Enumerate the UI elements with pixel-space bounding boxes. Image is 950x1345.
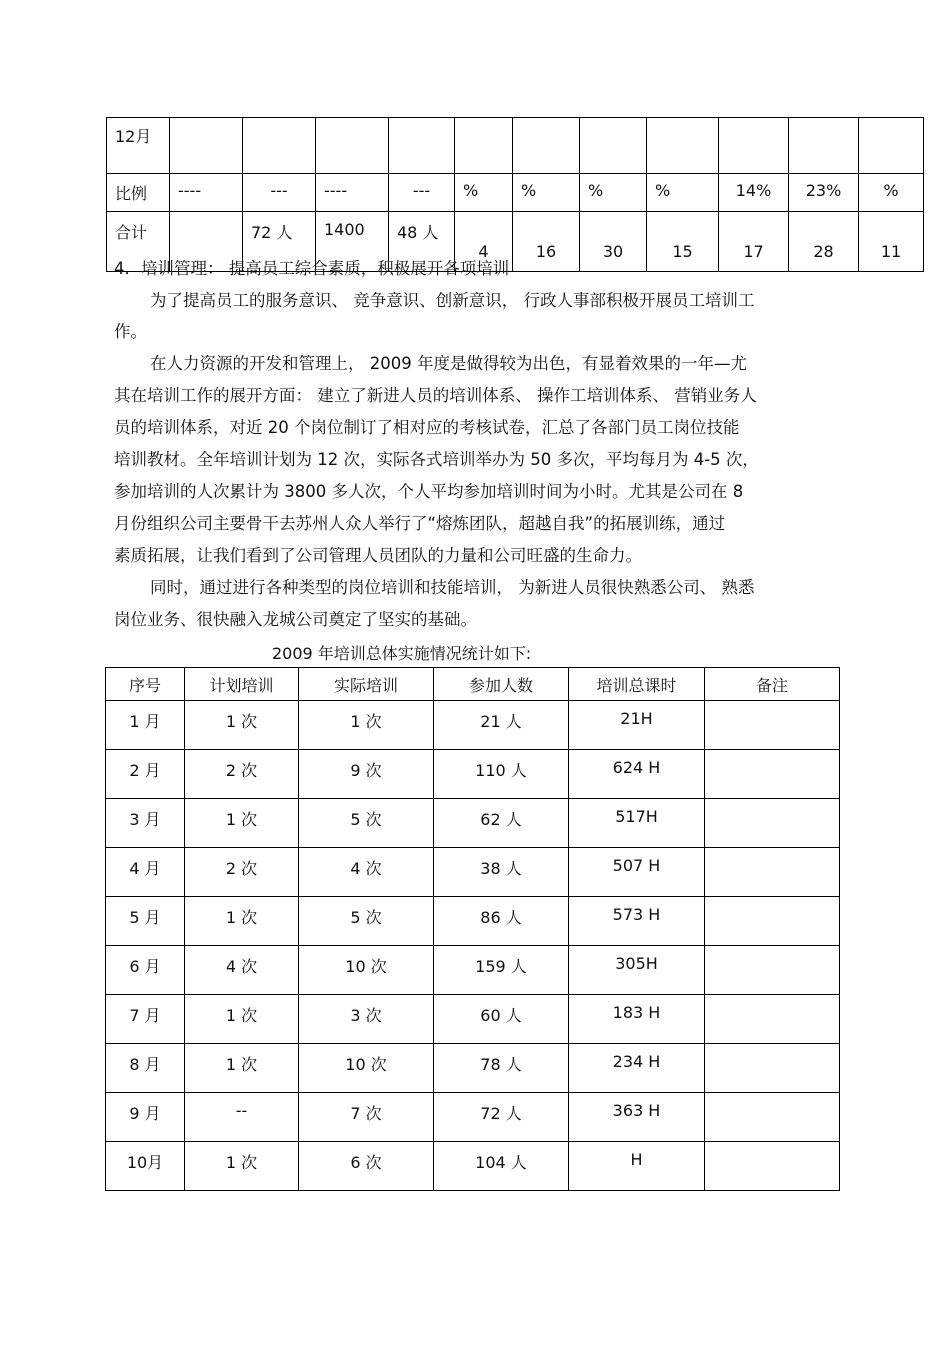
table-cell [513, 118, 580, 174]
table-row [106, 1142, 840, 1191]
table-row [106, 848, 840, 897]
paragraph-line: 素质拓展，让我们看到了公司管理人员团队的力量和公司旺盛的生命力。 [114, 546, 642, 565]
paragraph-line: 培训教材。全年培训计划为 12 次，实际各式培训举办为 50 多次，平均每月为 4-5 次， [114, 450, 759, 469]
table-cell: 10 次 [299, 946, 434, 995]
section-heading: 4．培训管理： 提高员工综合素质，积极展开各项培训 [114, 259, 510, 278]
column-header: 参加人数 [434, 668, 569, 701]
table-cell [705, 946, 840, 995]
table-cell [719, 118, 789, 174]
paragraph-line: 参加培训的人次累计为 3800 多人次，个人平均参加培训时间为小时。尤其是公司在 8 [114, 482, 744, 501]
row-label: 比例 [107, 174, 170, 212]
table-cell: 159 人 [434, 946, 569, 995]
table-cell: 30 [580, 212, 647, 272]
table-cell: 1 次 [185, 1142, 299, 1191]
table-cell [170, 118, 243, 174]
table-cell: 9 次 [299, 750, 434, 799]
table-cell: 3 月 [106, 799, 185, 848]
table-row [106, 995, 840, 1044]
column-header: 序号 [106, 668, 185, 701]
table-cell: --- [243, 174, 316, 212]
table-cell [859, 118, 924, 174]
table-cell [389, 118, 455, 174]
table-cell: 23% [789, 174, 859, 212]
table-cell [243, 118, 316, 174]
table-cell [580, 118, 647, 174]
table-cell: % [455, 174, 513, 212]
table-cell: % [647, 174, 719, 212]
table-row [106, 946, 840, 995]
table-cell [789, 118, 859, 174]
table-row [106, 701, 840, 750]
paragraph-line: 月份组织公司主要骨干去苏州人众人举行了“熔炼团队，超越自我”的拓展训练，通过 [114, 514, 726, 533]
table-cell: % [859, 174, 924, 212]
table-cell [705, 848, 840, 897]
table-cell: 104 人 [434, 1142, 569, 1191]
table-cell [316, 118, 389, 174]
table-cell [705, 1142, 840, 1191]
table-cell: 15 [647, 212, 719, 272]
table-cell: 5 次 [299, 799, 434, 848]
table-cell: 6 月 [106, 946, 185, 995]
column-header: 培训总课时 [569, 668, 705, 701]
table-cell: 62 人 [434, 799, 569, 848]
table-cell: 7 次 [299, 1093, 434, 1142]
table-cell: 10月 [106, 1142, 185, 1191]
table-cell: 86 人 [434, 897, 569, 946]
table-row [106, 897, 840, 946]
table-cell: 5 次 [299, 897, 434, 946]
paragraph-line: 在人力资源的开发和管理上， 2009 年度是做得较为出色，有显着效果的一年—尤 [150, 354, 747, 373]
table-row [106, 750, 840, 799]
table-cell: 21H [569, 701, 705, 750]
table-cell [705, 897, 840, 946]
table-cell: 1 次 [299, 701, 434, 750]
table-cell: 1 次 [185, 799, 299, 848]
table-cell: 517H [569, 799, 705, 848]
table-cell: 16 [513, 212, 580, 272]
paragraph-line: 为了提高员工的服务意识、 竞争意识、创新意识， 行政人事部积极开展员工培训工 [150, 291, 755, 310]
table-cell: --- [389, 174, 455, 212]
table-cell: H [569, 1142, 705, 1191]
table-cell: 183 H [569, 995, 705, 1044]
table-cell: 624 H [569, 750, 705, 799]
table-cell: 38 人 [434, 848, 569, 897]
table-row [106, 799, 840, 848]
table-cell: 1 次 [185, 1044, 299, 1093]
paragraph-line: 同时，通过进行各种类型的岗位培训和技能培训， 为新进人员很快熟悉公司、 熟悉 [150, 578, 755, 597]
table-caption: 2009 年培训总体实施情况统计如下: [272, 644, 532, 663]
table-header-row [106, 668, 840, 701]
table-cell: ---- [170, 174, 243, 212]
table-cell: 1 次 [185, 701, 299, 750]
table-cell: 72 人 [434, 1093, 569, 1142]
table-cell [455, 118, 513, 174]
table-cell: 6 次 [299, 1142, 434, 1191]
table-cell: 14% [719, 174, 789, 212]
table-cell [705, 1044, 840, 1093]
table-cell: 8 月 [106, 1044, 185, 1093]
column-header: 计划培训 [185, 668, 299, 701]
summary-table [106, 117, 924, 272]
table-cell: 1 月 [106, 701, 185, 750]
table-cell: 1400 [316, 212, 389, 272]
table-cell [705, 750, 840, 799]
table-cell: 3 次 [299, 995, 434, 1044]
table-row [106, 1093, 840, 1142]
table-cell: 4 次 [185, 946, 299, 995]
column-header: 备注 [705, 668, 840, 701]
table-cell: 28 [789, 212, 859, 272]
table-cell: 2 次 [185, 848, 299, 897]
table-cell: 4 次 [299, 848, 434, 897]
table-row [107, 118, 924, 174]
table-row [106, 1044, 840, 1093]
row-label: 12月 [107, 118, 170, 174]
paragraph-line: 员的培训体系，对近 20 个岗位制订了相对应的考核试卷，汇总了各部门员工岗位技能 [114, 418, 740, 437]
table-cell: 507 H [569, 848, 705, 897]
table-cell: 2 次 [185, 750, 299, 799]
table-cell: 17 [719, 212, 789, 272]
table-cell: % [580, 174, 647, 212]
table-cell: 48 人 [389, 212, 455, 272]
column-header: 实际培训 [299, 668, 434, 701]
table-cell: 10 次 [299, 1044, 434, 1093]
table-cell: 78 人 [434, 1044, 569, 1093]
table-cell: 5 月 [106, 897, 185, 946]
table-cell [705, 1093, 840, 1142]
table-cell: 1 次 [185, 995, 299, 1044]
table-cell: 60 人 [434, 995, 569, 1044]
table-cell: 9 月 [106, 1093, 185, 1142]
table-cell [705, 701, 840, 750]
paragraph-line: 其在培训工作的展开方面： 建立了新进人员的培训体系、 操作工培训体系、 营销业务人 [114, 386, 757, 405]
table-cell [705, 995, 840, 1044]
table-cell: ---- [316, 174, 389, 212]
table-cell: -- [185, 1093, 299, 1142]
table-cell [705, 799, 840, 848]
table-cell: 573 H [569, 897, 705, 946]
row-label: 合计 [107, 212, 170, 272]
table-cell: 11 [859, 212, 924, 272]
table-cell: 363 H [569, 1093, 705, 1142]
table-cell: 2 月 [106, 750, 185, 799]
table-cell: 72 人 [243, 212, 316, 272]
table-cell: 305H [569, 946, 705, 995]
training-stats-table [105, 667, 840, 1191]
paragraph-line: 岗位业务、很快融入龙城公司奠定了坚实的基础。 [114, 610, 477, 629]
paragraph-line: 作。 [114, 322, 147, 341]
table-cell: % [513, 174, 580, 212]
table-cell: 4 月 [106, 848, 185, 897]
table-row [107, 174, 924, 212]
table-cell [647, 118, 719, 174]
table-cell: 234 H [569, 1044, 705, 1093]
table-cell: 1 次 [185, 897, 299, 946]
table-cell: 7 月 [106, 995, 185, 1044]
table-cell: 4 [455, 212, 513, 272]
table-cell: 21 人 [434, 701, 569, 750]
table-cell: 110 人 [434, 750, 569, 799]
